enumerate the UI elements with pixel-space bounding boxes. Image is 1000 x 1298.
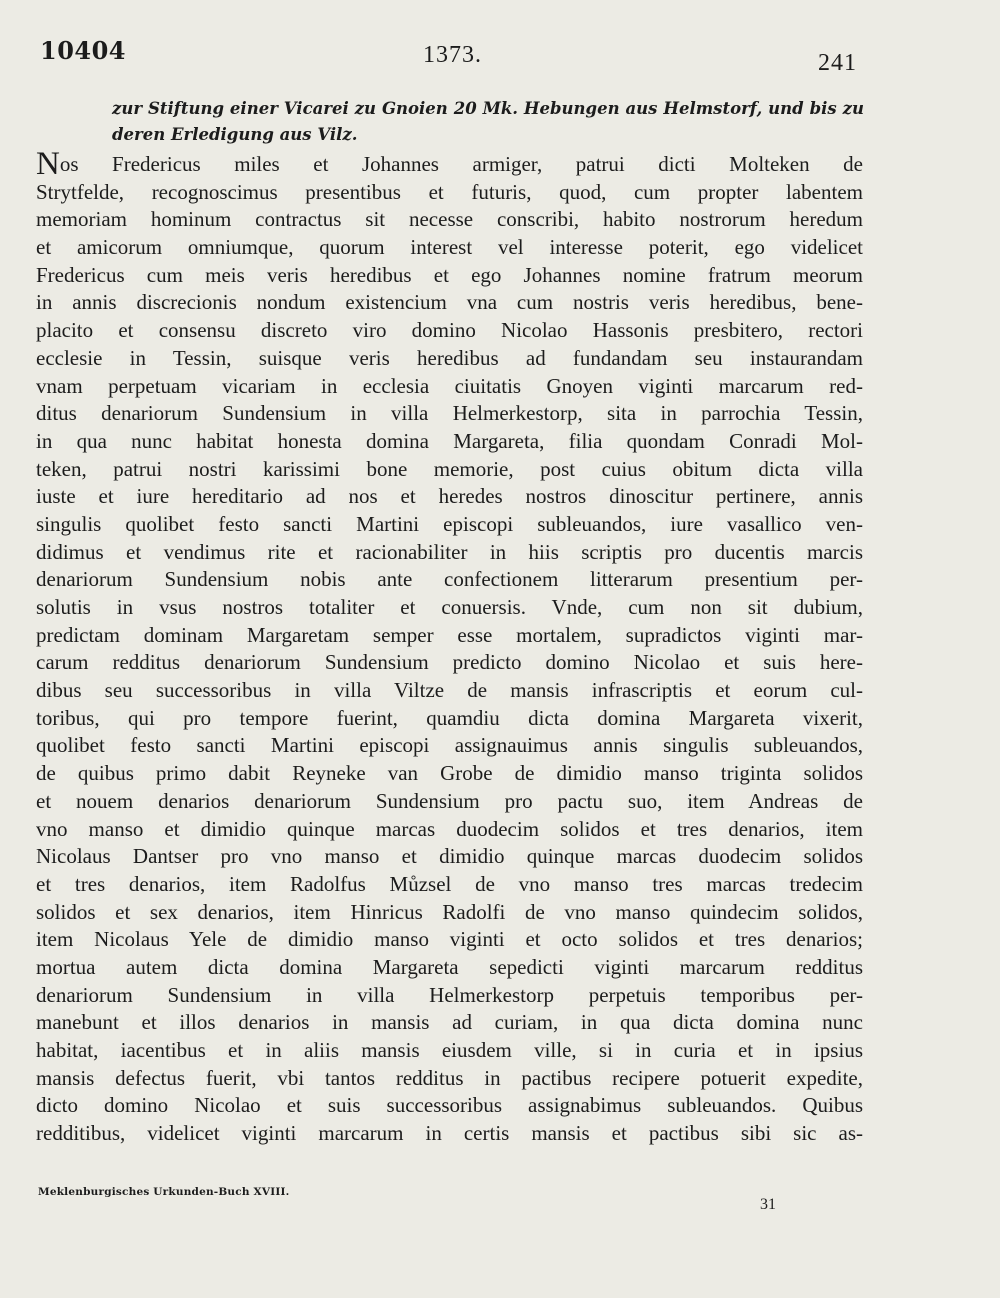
footer-signature: 31 <box>760 1196 776 1213</box>
body-line: de quibus primo dabit Reyneke van Grobe de dimidio manso triginta solidos <box>36 761 863 786</box>
body-line: carum redditus denariorum Sundensium predicto domino Nicolao et suis here- <box>36 650 863 675</box>
body-line: placito et consensu discreto viro domino Nicolao Hassonis presbitero, rectori <box>36 318 863 343</box>
body-line: dicto domino Nicolao et suis successoribus assignabimus subleuandos. Quibus <box>36 1093 863 1118</box>
body-line: vno manso et dimidio quinque marcas duodecim solidos et tres denarios, item <box>36 816 863 841</box>
page-number: 241 <box>818 50 857 76</box>
body-line: singulis quolibet festo sancti Martini episcopi subleuandos, iure vasallico ven- <box>36 511 863 536</box>
body-line: memoriam hominum contractus sit necesse conscribi, habito nostrorum heredum <box>36 207 863 232</box>
body-line: denariorum Sundensium in villa Helmerkestorp perpetuis temporibus per- <box>36 982 863 1007</box>
body-line: didimus et vendimus rite et racionabiliter in hiis scriptis pro ducentis marcis <box>36 539 863 564</box>
body-line: Fredericus cum meis veris heredibus et ego Johannes nomine fratrum meorum <box>36 262 863 287</box>
body-line: Strytfelde, recognoscimus presentibus et futuris, quod, cum propter labentem <box>36 179 863 204</box>
body-line: quolibet festo sancti Martini episcopi assignauimus annis singulis subleuandos, <box>36 733 863 758</box>
body-line: solutis in vsus nostros totaliter et conuersis. Vnde, cum non sit dubium, <box>36 595 863 619</box>
body-line: et tres denarios, item Radolfus Můzsel de vno manso tres marcas tredecim <box>36 871 863 896</box>
body-line-text: os Fredericus miles et Johannes armiger, patrui dicti Molteken de <box>59 152 863 176</box>
body-line: dibus seu successoribus in villa Viltze de mansis infrascriptis et eorum cul- <box>36 678 863 703</box>
body-line: et amicorum omniumque, quorum interest vel interesse poterit, ego videlicet <box>36 235 863 260</box>
body-line: ecclesie in Tessin, suisque veris heredibus ad fundandam seu instaurandam <box>36 345 863 370</box>
body-line: et nouem denarios denariorum Sundensium pro pactu suo, item Andreas de <box>36 788 863 813</box>
body-line: toribus, qui pro tempore fuerint, quamdiu dicta domina Margareta vixerit, <box>36 705 863 730</box>
initial-letter: N <box>36 151 60 179</box>
body-line: habitat, iacentibus et in aliis mansis eiusdem ville, si in curia et in ipsius <box>36 1038 863 1062</box>
body-line: in annis discrecionis nondum existencium vna cum nostris veris heredibus, bene- <box>36 290 863 315</box>
body-line: teken, patrui nostri karissimi bone memorie, post cuius obitum dicta villa <box>36 456 863 481</box>
body-line: solidos et sex denarios, item Hinricus Radolfi de vno manso quindecim solidos, <box>36 899 863 924</box>
body-line: predictam dominam Margaretam semper esse mortalem, supradictos viginti mar- <box>36 622 863 647</box>
body-line-first <box>36 151 863 179</box>
body-line: iuste et iure hereditario ad nos et heredes nostros dinoscitur pertinere, annis <box>36 484 863 509</box>
body-line: in qua nunc habitat honesta domina Margareta, filia quondam Conradi Mol- <box>36 428 863 453</box>
body-line: vnam perpetuam vicariam in ecclesia ciuitatis Gnoyen viginti marcarum red- <box>36 373 863 398</box>
document-number: 10404 <box>40 36 126 65</box>
body-line: denariorum Sundensium nobis ante confectionem litterarum presentium per- <box>36 567 863 592</box>
body-line: mortua autem dicta domina Margareta sepedicti viginti marcarum redditus <box>36 954 863 979</box>
page-header <box>40 36 862 76</box>
body-line: Nicolaus Dantser pro vno manso et dimidio quinque marcas duodecim solidos <box>36 844 863 869</box>
body-line: redditibus, videlicet viginti marcarum in certis mansis et pactibus sibi sic as- <box>36 1121 863 1146</box>
body-line: mansis defectus fuerit, vbi tantos redditus in pactibus recipere potuerit expedite, <box>36 1065 863 1090</box>
body-line: manebunt et illos denarios in mansis ad curiam, in qua dicta domina nunc <box>36 1010 863 1035</box>
document-body <box>36 151 863 1148</box>
footer-book-title: Meklenburgisches Urkunden-Buch XVIII. <box>38 1186 290 1198</box>
document-subtitle: zur Stiftung einer Vicarei zu Gnoien 20 Mk. Hebungen aus Helmstorf, und bis zu deren Erledigung aus Vilz. <box>112 99 864 144</box>
year-heading: 1373. <box>423 42 482 68</box>
body-line: ditus denariorum Sundensium in villa Helmerkestorp, sita in parrochia Tessin, <box>36 401 863 426</box>
body-line: item Nicolaus Yele de dimidio manso viginti et octo solidos et tres denarios; <box>36 927 863 952</box>
